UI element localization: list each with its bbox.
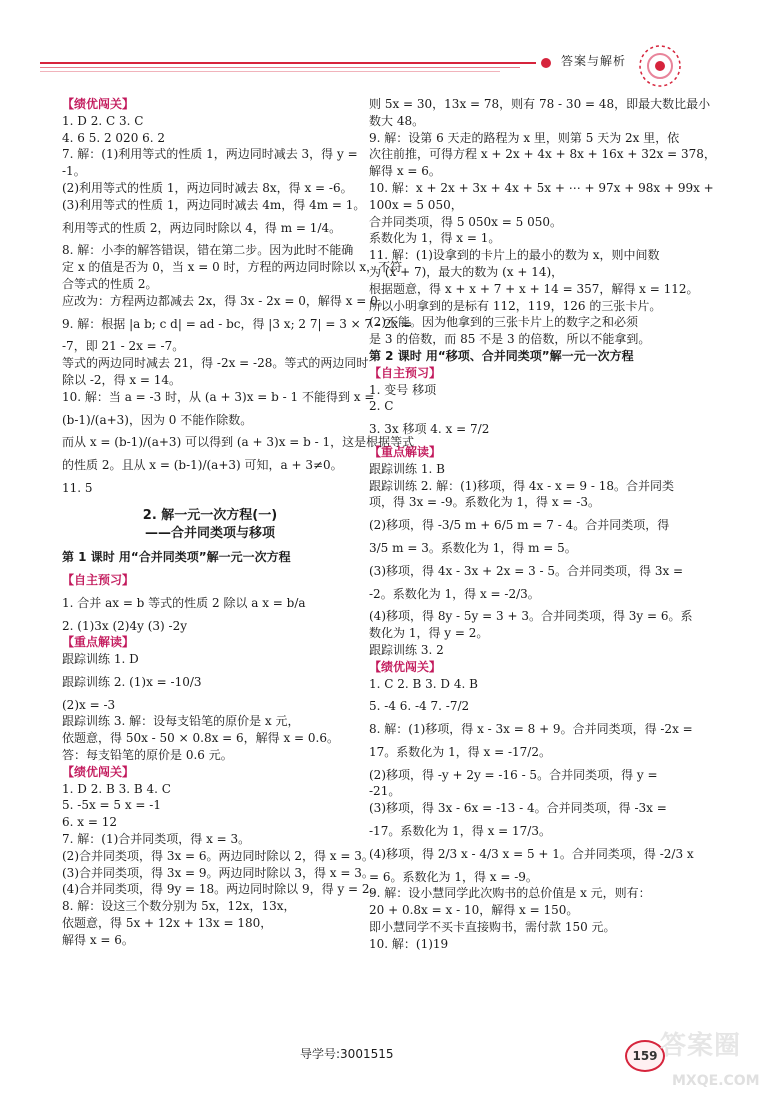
answer-line: 9. 解：根据 |a b; c d| = ad - bc，得 |3 x; 2 7| = 3 × 7 - 2x = — [62, 316, 413, 331]
answer-line: 跟踪训练 2. (1)x = -10/3 — [62, 674, 202, 689]
answer-line: 3/5 m = 3。系数化为 1，得 m = 5。 — [369, 540, 577, 555]
section-heading: 【绩优闯关】 — [62, 764, 135, 779]
answer-line: 9. 解：设小慧同学此次购书的总价值是 x 元，则有： — [369, 886, 651, 901]
answer-line: 1. C 2. B 3. D 4. B — [369, 676, 478, 691]
answer-line: 10. 解：(1)19 — [369, 936, 449, 951]
header-rule-thin — [40, 67, 520, 68]
answer-line: 的性质 2。且从 x = (b-1)/(a+3) 可知，a + 3≠0。 — [62, 458, 343, 473]
answer-line: 定 x 的值是否为 0，当 x = 0 时，方程的两边同时除以 x，不符 — [62, 260, 403, 275]
answer-line: (2)合并同类项，得 3x = 6。两边同时除以 2，得 x = 3。 — [62, 848, 374, 863]
answer-line: 合并同类项，得 5 050x = 5 050。 — [369, 214, 562, 229]
header-rule — [40, 62, 536, 64]
right-column — [369, 96, 716, 953]
answer-line: 依题意，得 5x + 12x + 13x = 180， — [62, 916, 273, 931]
answer-line: (3)移项，得 4x - 3x + 2x = 3 - 5。合并同类项，得 3x = — [369, 563, 684, 578]
answer-line: 跟踪训练 2. 解：(1)移项，得 4x - x = 9 - 18。合并同类 — [369, 478, 675, 493]
answer-line: 11. 解：(1)设拿到的卡片上的最小的数为 x，则中间数 — [369, 248, 660, 263]
answer-line: 根据题意，得 x + x + 7 + x + 14 = 357，解得 x = 112。 — [369, 281, 699, 296]
answer-line: -17。系数化为 1，得 x = 17/3。 — [369, 824, 551, 839]
answer-line: = 6。系数化为 1，得 x = -9。 — [369, 869, 538, 884]
answer-line: (2)移项，得 -3/5 m + 6/5 m = 7 - 4。合并同类项，得 — [369, 518, 670, 533]
answer-line: -1。 — [62, 164, 86, 179]
answer-line: 即小慧同学不买卡直接购书，需付款 150 元。 — [369, 920, 616, 935]
answer-line: (3)利用等式的性质 1，两边同时减去 4m，得 4m = 1。 — [62, 197, 366, 212]
answer-line: -21。 — [369, 784, 401, 799]
answer-line: 1. D 2. B 3. B 4. C — [62, 781, 171, 796]
answer-line: 1. 合并 ax = b 等式的性质 2 除以 a x = b/a — [62, 595, 306, 610]
answer-line: 除以 -2，得 x = 14。 — [62, 372, 182, 387]
answer-line: 3. 3x 移项 4. x = 7/2 — [369, 422, 490, 437]
section-heading: 【自主预习】 — [369, 365, 442, 380]
answer-line: 跟踪训练 3. 2 — [369, 642, 444, 657]
answer-line: (2)利用等式的性质 1，两边同时减去 8x，得 x = -6。 — [62, 180, 353, 195]
answer-line: 跟踪训练 1. D — [62, 652, 139, 667]
answer-line: 则 5x = 30，13x = 78，则有 78 - 30 = 48，即最大数比最小 — [369, 97, 711, 111]
answer-line: 解得 x = 6。 — [62, 932, 134, 947]
answer-line: 跟踪训练 1. B — [369, 461, 445, 476]
answer-line: 应改为：方程两边都减去 2x，得 3x - 2x = 0，解得 x = 0。 — [62, 293, 390, 308]
answer-line: (2)x = -3 — [62, 697, 116, 712]
answer-line: 答：每支铅笔的原价是 0.6 元。 — [62, 748, 233, 763]
section-heading: 【重点解读】 — [62, 635, 135, 650]
section-heading: 【绩优闯关】 — [369, 659, 442, 674]
answer-line: 而从 x = (b-1)/(a+3) 可以得到 (a + 3)x = b - 1，这是根据等式 — [62, 435, 415, 450]
section-heading: 第 1 课时 用“合并同类项”解一元一次方程 — [62, 550, 291, 565]
answer-line: 等式的两边同时减去 21，得 -2x = -28。等式的两边同时 — [62, 356, 369, 371]
answer-line: (4)移项，得 2/3 x - 4/3 x = 5 + 1。合并同类项，得 -2/3 x — [369, 846, 694, 861]
flower-logo-icon — [636, 42, 684, 90]
answer-line: 4. 6 5. 2 020 6. 2 — [62, 130, 166, 145]
answer-line: 9. 解：设第 6 天走的路程为 x 里，则第 5 天为 2x 里，依 — [369, 130, 680, 145]
answer-line: 6. x = 12 — [62, 815, 117, 830]
answer-line: 20 + 0.8x = x - 10，解得 x = 150。 — [369, 903, 579, 918]
answer-line: 10. 解：x + 2x + 3x + 4x + 5x + ⋯ + 97x + 98x + 99x + — [369, 180, 714, 195]
section-heading: 【重点解读】 — [369, 444, 442, 459]
header-title: 答案与解析 — [561, 54, 627, 68]
answer-line: (b-1)/(a+3)，因为 0 不能作除数。 — [62, 412, 253, 427]
header-rule-faint — [40, 71, 500, 72]
answer-line: 数化为 1，得 y = 2。 — [369, 626, 489, 641]
answer-line: (3)移项，得 3x - 6x = -13 - 4。合并同类项，得 -3x = — [369, 801, 667, 816]
answer-line: 7. 解：(1)利用等式的性质 1，两边同时减去 3，得 y = — [62, 147, 358, 162]
section-heading: ——合并同类项与移项 — [144, 525, 275, 541]
answer-line: 5. -4 6. -4 7. -7/2 — [369, 699, 470, 714]
answer-line: 8. 解：(1)移项，得 x - 3x = 8 + 9。合并同类项，得 -2x = — [369, 722, 693, 737]
answer-line: 100x = 5 050， — [369, 197, 463, 212]
answer-line: (2)移项，得 -y + 2y = -16 - 5。合并同类项，得 y = — [369, 767, 658, 782]
answer-line: (3)合并同类项，得 3x = 9。两边同时除以 3，得 x = 3。 — [62, 865, 374, 880]
section-heading: 【绩优闯关】 — [62, 97, 135, 111]
answer-line: -2。系数化为 1，得 x = -2/3。 — [369, 586, 540, 601]
section-heading: 【自主预习】 — [62, 572, 135, 587]
answer-line: 所以小明拿到的是标有 112，119，126 的三张卡片。 — [369, 298, 662, 313]
answer-line: 5. -5x = 5 x = -1 — [62, 798, 161, 813]
page-header — [0, 0, 750, 90]
answer-line: (2)不能。因为他拿到的三张卡片上的数字之和必须 — [369, 315, 638, 330]
answer-line: 1. D 2. C 3. C — [62, 113, 144, 128]
answer-line: 数大 48。 — [369, 113, 425, 128]
answer-line: 17。系数化为 1，得 x = -17/2。 — [369, 744, 551, 759]
answer-line: 次往前推，可得方程 x + 2x + 4x + 8x + 16x + 32x = 378， — [369, 147, 716, 162]
answer-line: 11. 5 — [62, 480, 93, 495]
answer-line: 解得 x = 6。 — [369, 164, 441, 179]
answer-line: 是 3 的倍数，而 85 不是 3 的倍数，所以不能拿到。 — [369, 332, 651, 347]
red-dot-icon — [541, 58, 551, 68]
page-number: 159 — [625, 1040, 665, 1072]
answer-line: -7，即 21 - 2x = -7。 — [62, 339, 185, 354]
answer-line: 系数化为 1，得 x = 1。 — [369, 231, 501, 246]
answer-line: 1. 变号 移项 — [369, 382, 437, 397]
answer-line: 8. 解：小李的解答错误，错在第二步。因为此时不能确 — [62, 243, 354, 258]
answer-line: 合等式的性质 2。 — [62, 276, 158, 291]
answer-line: (4)移项，得 8y - 5y = 3 + 3。合并同类项，得 3y = 6。系 — [369, 609, 693, 624]
section-heading: 第 2 课时 用“移项、合并同类项”解一元一次方程 — [369, 348, 634, 363]
answer-line: 2. (1)3x (2)4y (3) -2y — [62, 618, 187, 633]
watermark-url: MXQE.COM — [672, 1073, 760, 1089]
answer-line: 项，得 3x = -9。系数化为 1，得 x = -3。 — [369, 495, 600, 510]
watermark-logo: 答案圈 — [660, 1031, 742, 1061]
study-code: 导学号:3001515 — [300, 1047, 394, 1061]
section-heading: 2. 解一元一次方程(一) — [142, 507, 278, 523]
answer-line: 8. 解：设这三个数分别为 5x，12x，13x， — [62, 899, 296, 914]
answer-line: 为 (x + 7)，最大的数为 (x + 14)， — [369, 264, 564, 279]
answer-line: 10. 解：当 a = -3 时，从 (a + 3)x = b - 1 不能得到 x = — [62, 389, 375, 404]
answer-line: 跟踪训练 3. 解：设每支铅笔的原价是 x 元， — [62, 714, 300, 729]
answer-line: 利用等式的性质 2，两边同时除以 4，得 m = 1/4。 — [62, 220, 342, 235]
answer-line: 依题意，得 50x - 50 × 0.8x = 6，解得 x = 0.6。 — [62, 731, 340, 746]
answer-line: 2. C — [369, 399, 394, 414]
answer-line: (4)合并同类项，得 9y = 18。两边同时除以 9，得 y = 2。 — [62, 882, 382, 897]
answer-line: 7. 解：(1)合并同类项，得 x = 3。 — [62, 832, 251, 847]
